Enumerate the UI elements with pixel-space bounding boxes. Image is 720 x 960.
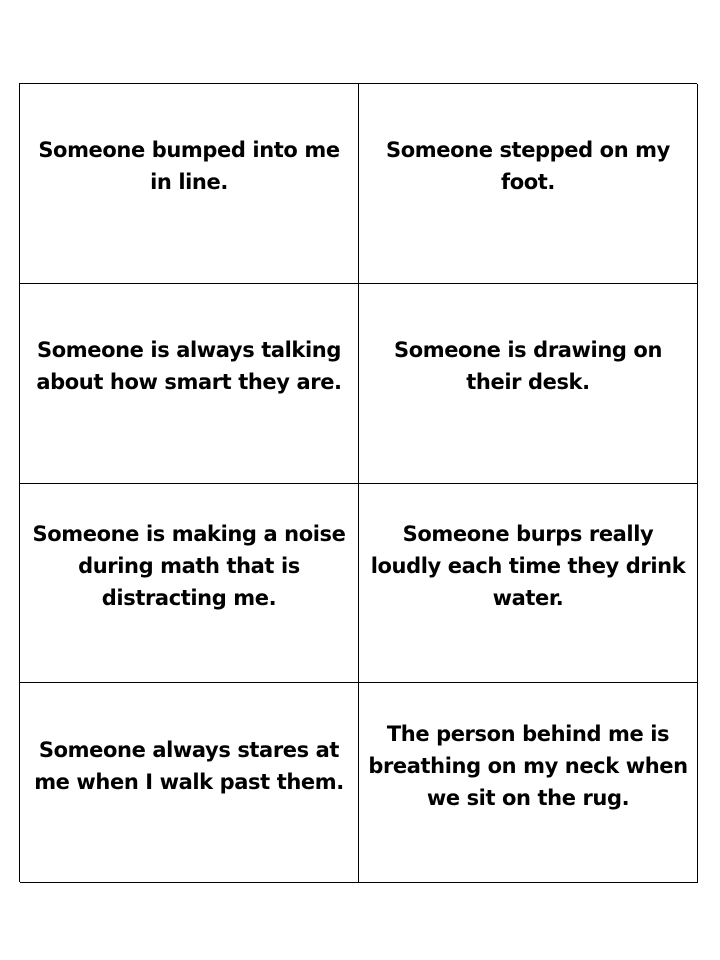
scenario-text: Someone is drawing on their desk. — [393, 338, 663, 395]
scenario-card — [20, 284, 359, 484]
scenario-card — [20, 484, 359, 684]
scenario-card — [20, 683, 359, 883]
card-grid — [19, 83, 697, 882]
scenario-card — [359, 84, 698, 284]
scenario-card — [359, 683, 698, 883]
scenario-text: Someone is always talking about how smart they are. — [36, 338, 342, 395]
scenario-text: Someone is making a noise during math that is distracting me. — [32, 521, 346, 610]
scenario-text: Someone always stares at me when I walk past them. — [34, 737, 344, 794]
scenario-card — [20, 84, 359, 284]
scenario-text: Someone bumped into me in line. — [38, 138, 340, 195]
scenario-card — [359, 484, 698, 684]
scenario-card — [359, 284, 698, 484]
scenario-text: Someone burps really loudly each time they drink water. — [370, 521, 686, 610]
scenario-text: Someone stepped on my foot. — [386, 138, 670, 195]
scenario-text: The person behind me is breathing on my neck when we sit on the rug. — [368, 721, 688, 810]
